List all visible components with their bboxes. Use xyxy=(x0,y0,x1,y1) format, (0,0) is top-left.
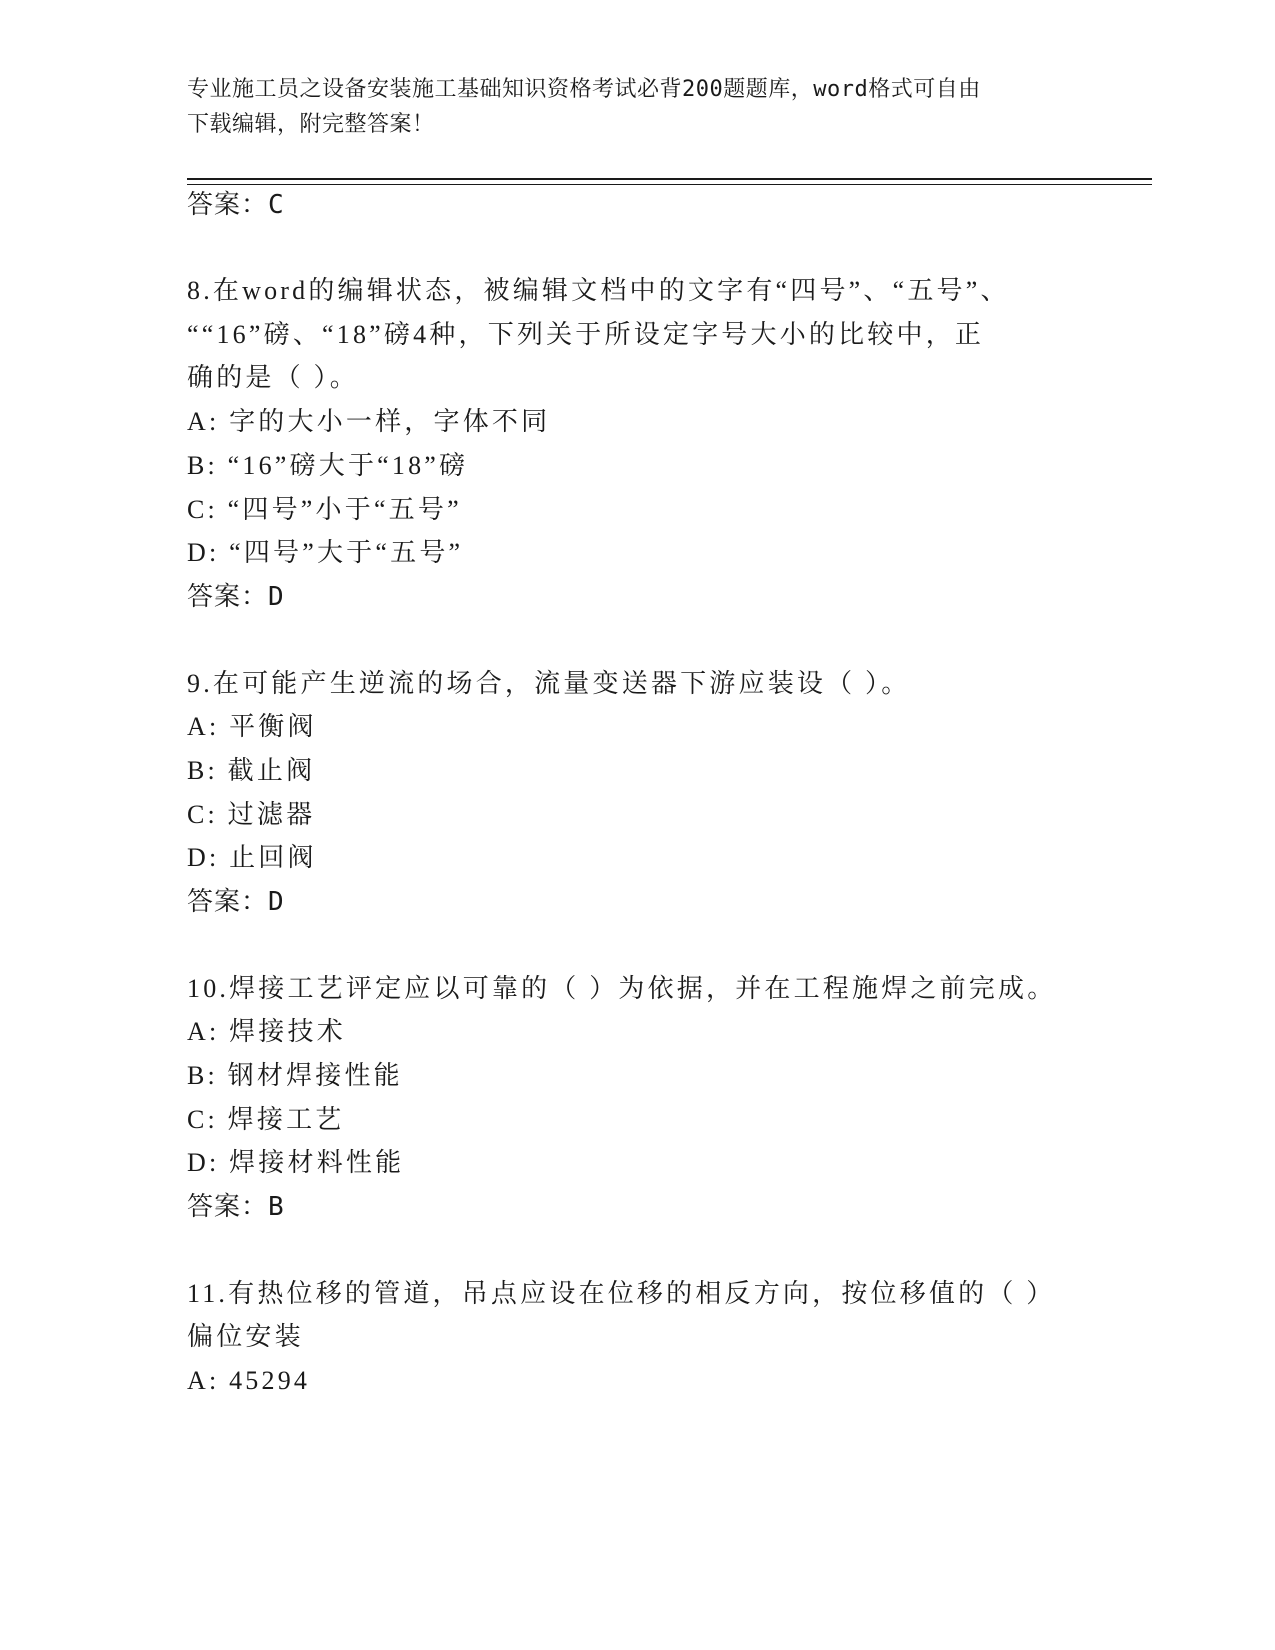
q10-option-d: D: 焊接材料性能 xyxy=(187,1148,405,1177)
q8-option-c: C: “四号”小于“五号” xyxy=(187,495,462,524)
q8-option-a: A: 字的大小一样，字体不同 xyxy=(187,407,551,436)
q10-option-c: C: 焊接工艺 xyxy=(187,1105,345,1134)
q8-option-b: B: “16”磅大于“18”磅 xyxy=(187,451,469,480)
q9-option-d: D: 止回阀 xyxy=(187,843,317,872)
q8-stem-line-3: 确的是（ ）。 xyxy=(187,363,359,392)
q10-stem-line-1: 10.焊接工艺评定应以可靠的（ ）为依据，并在工程施焊之前完成。 xyxy=(187,974,1057,1003)
q8-stem-line-2: ““16”磅、“18”磅4种，下列关于所设定字号大小的比较中，正 xyxy=(187,320,985,349)
q11-option-a: A: 45294 xyxy=(187,1366,311,1395)
header-divider-thick xyxy=(187,178,1152,180)
document-header xyxy=(187,72,1067,142)
q9-option-b: B: 截止阀 xyxy=(187,756,316,785)
q11-stem-line-1: 11.有热位移的管道，吊点应设在位移的相反方向，按位移值的（ ） xyxy=(187,1279,1056,1308)
answer-q9: 答案：D xyxy=(187,887,285,917)
q10-option-a: A: 焊接技术 xyxy=(187,1017,346,1046)
header-line-2: 下载编辑，附完整答案！ xyxy=(187,112,435,137)
answer-q8: 答案：D xyxy=(187,582,285,612)
q11-stem-line-2: 偏位安装 xyxy=(187,1322,304,1351)
q9-option-a: A: 平衡阀 xyxy=(187,712,317,741)
header-line-1: 专业施工员之设备安装施工基础知识资格考试必背200题题库，word格式可自由 xyxy=(187,77,981,102)
q8-option-d: D: “四号”大于“五号” xyxy=(187,538,464,567)
answer-q10: 答案：B xyxy=(187,1192,285,1222)
q9-option-c: C: 过滤器 xyxy=(187,800,316,829)
header-divider-thin xyxy=(187,184,1152,185)
q10-option-b: B: 钢材焊接性能 xyxy=(187,1061,403,1090)
q9-stem-line-1: 9.在可能产生逆流的场合，流量变送器下游应装设（ ）。 xyxy=(187,669,911,698)
answer-q7: 答案：C xyxy=(187,190,285,220)
q8-stem-line-1: 8.在word的编辑状态，被编辑文档中的文字有“四号”、“五号”、 xyxy=(187,276,1010,305)
